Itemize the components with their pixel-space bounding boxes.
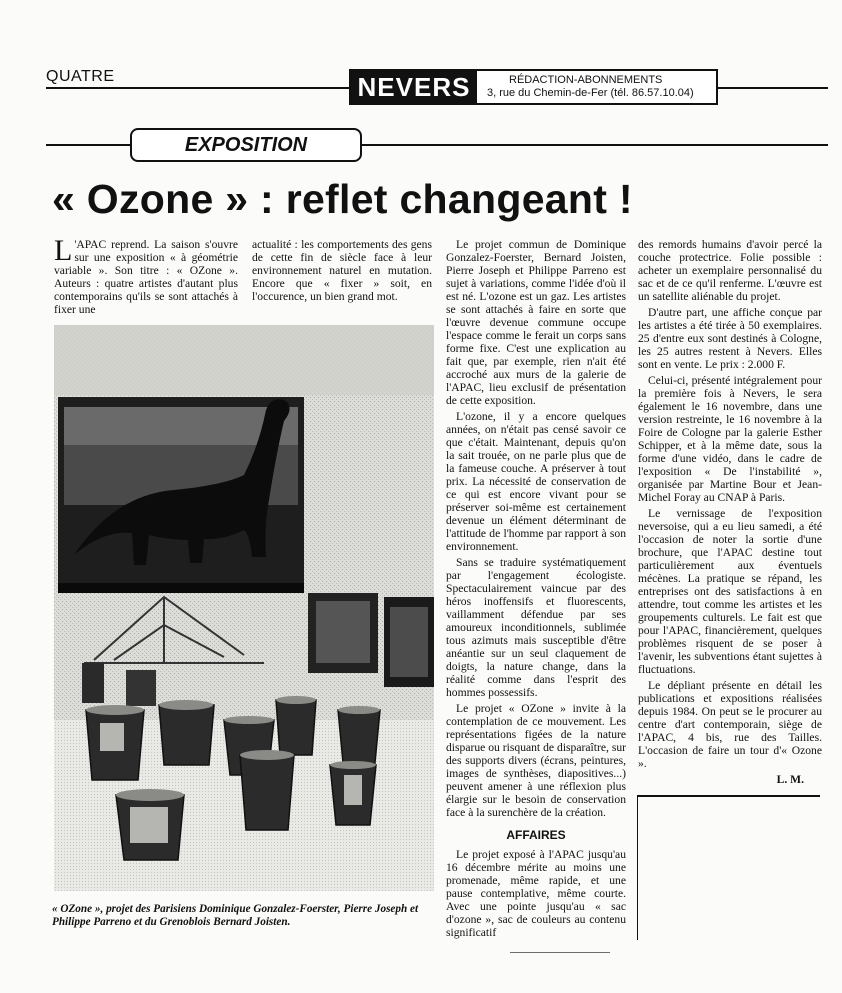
- exhibition-photo-image: [54, 325, 434, 891]
- col4-paragraph-5: Le dépliant présente en détail les publications et expositions réalisées depuis 1984. On peut se le procurer au centre d'art contemporain, siège de l'APAC, 4 bis, rue des Tailles. L'occasion de faire un tour d'« Ozone ».: [638, 679, 822, 770]
- bottom-box-left-rule: [637, 795, 638, 940]
- col4-paragraph-1: des remords humains d'avoir percé la couche protectrice. Folie possible : acheter un exemplaire personnalisé du sac et de ce qu'il renferme. L'œuvre est un satellite aliénable du projet.: [638, 238, 822, 303]
- bottom-box-top-rule: [638, 795, 820, 797]
- dropcap: L: [54, 234, 73, 267]
- affaires-subheading: AFFAIRES: [506, 828, 566, 842]
- rubric-rule-right: [362, 144, 828, 146]
- redaction-line-1: RÉDACTION-ABONNEMENTS: [509, 74, 663, 86]
- col4-paragraph-4: Le vernissage de l'exposition neversoise, qui a eu lieu samedi, a été l'occasion de noter la sortie d'une brochure, que l'APAC destine tout particulièrement aux éventuels mécènes. La pratique se répand, les entreprises ont des satisfactions à en attendre, tout comme les artistes et les groupements culturels. Le fait est que pour l'APAC, financièrement, quelques problèmes risquent de se poser à l'avenir, les subventions étant sujettes à fluctuations.: [638, 507, 822, 676]
- col4-paragraph-2: D'autre part, une affiche conçue par les artistes a été tirée à 50 exemplaires. 25 d'entre eux sont destinés à Cologne, les 25 autres restent à Nevers. Elles sont en vente. Le prix : 2.000 F.: [638, 306, 822, 371]
- col3-paragraph-1: Le projet commun de Dominique Gonzalez-Foerster, Bernard Joisten, Pierre Joseph et Philippe Parreno est sujet à variations, comme l'idée d'où il est né. L'ozone est un gaz. Les artistes se sont attachés à faire en sorte que l'œuvre devenue commune occupe l'espace comme le ferait un corps sans forme fixe. C'est une explication au fait que, par exemple, rien n'ait été accroché aux murs de la galerie de l'APAC, lieu exclusif de présentation de cette exposition.: [446, 238, 626, 407]
- photo-caption: « OZone », projet des Parisiens Dominique Gonzalez-Foerster, Pierre Joseph et Philippe Parreno et du Grenoblois Bernard Joisten.: [52, 903, 419, 928]
- article-column-3: [446, 238, 626, 942]
- bottom-footer-rule: [510, 952, 610, 953]
- rubric-label: EXPOSITION: [130, 128, 362, 162]
- redaction-info: [487, 74, 713, 100]
- col3-paragraph-4: Le projet « OZone » invite à la contemplation de ce mouvement. Les représentations figées de la nature disparue ou risquant de disparaître, sur des supports divers (écrans, peintures, images de synthèses, diapositives...) peuvent amener à une réflexion plus élargie sur le besoin de conservation face à la surenchère de la création.: [446, 702, 626, 819]
- author-signature: L. M.: [776, 773, 804, 786]
- city-name: NEVERS: [351, 71, 477, 103]
- exhibition-photo: [54, 325, 434, 891]
- intro-column-1: [54, 234, 238, 319]
- rubric-rule-left: [46, 144, 130, 146]
- page-label: QUATRE: [46, 68, 115, 85]
- section-banner: [349, 69, 718, 105]
- header-rule-right: [718, 87, 828, 89]
- intro-paragraph: L 'APAC reprend. La saison s'ouvre sur une exposition « à géométrie variable ». Son titre : « OZone ». Auteurs : quatre artistes d'autant plus contemporains qu'ils se sont attachés à fixer une: [54, 234, 238, 316]
- header-rule-left: [46, 87, 349, 89]
- intro-continued: actualité : les comportements des gens de cette fin de siècle face à leur environnement naturel en mutation. Encore que « fixer » soit, en l'occurence, un bien grand mot.: [252, 238, 432, 303]
- col4-paragraph-3: Celui-ci, présenté intégralement pour la première fois à Nevers, le sera également le 16 novembre, dans une version restreinte, le 16 novembre à la Foire de Cologne par la galerie Esther Schipper, et à la même date, sous la forme d'une vidéo, dans le cadre de l'exposition « De l'instabilité », organisée par Martine Bour et Jean-Michel Foray au CNAP à Paris.: [638, 374, 822, 504]
- redaction-line-2: 3, rue du Chemin-de-Fer (tél. 86.57.10.04): [487, 87, 694, 99]
- affaires-paragraph: Le projet exposé à l'APAC jusqu'au 16 décembre mérite au moins une promenade, même rapide, et une pause contemplative, même courte. Avec une pointe jusqu'au « sac d'ozone », sac de couleurs au contenu significatif: [446, 848, 626, 939]
- col3-paragraph-2: L'ozone, il y a encore quelques années, on n'était pas censé savoir ce que c'était. Maintenant, depuis qu'on la sait trouée, on ne parle plus que de la fameuse couche. A préserver à tout prix. La nécessité de conservation de ce qui est encore vivant pour se préserver soi-même est certainement devenue un élément déterminant de l'attitude de l'homme par rapport à son environnement.: [446, 410, 626, 553]
- article-column-4: [638, 238, 822, 789]
- col3-paragraph-3: Sans se traduire systématiquement par l'engagement écologiste. Spectaculairement vaincue par des héros inoffensifs et fluorescents, vaillamment défendue par ses amoureux inconditionnels, sublimée tous azimuts mais susceptible d'être anéantie sur un seul claquement de doigts, la nature change, dans la réalité comme dans l'esprit des hommes possessifs.: [446, 556, 626, 699]
- intro-column-2: [252, 238, 432, 306]
- article-headline: « Ozone » : reflet changeant !: [52, 176, 633, 222]
